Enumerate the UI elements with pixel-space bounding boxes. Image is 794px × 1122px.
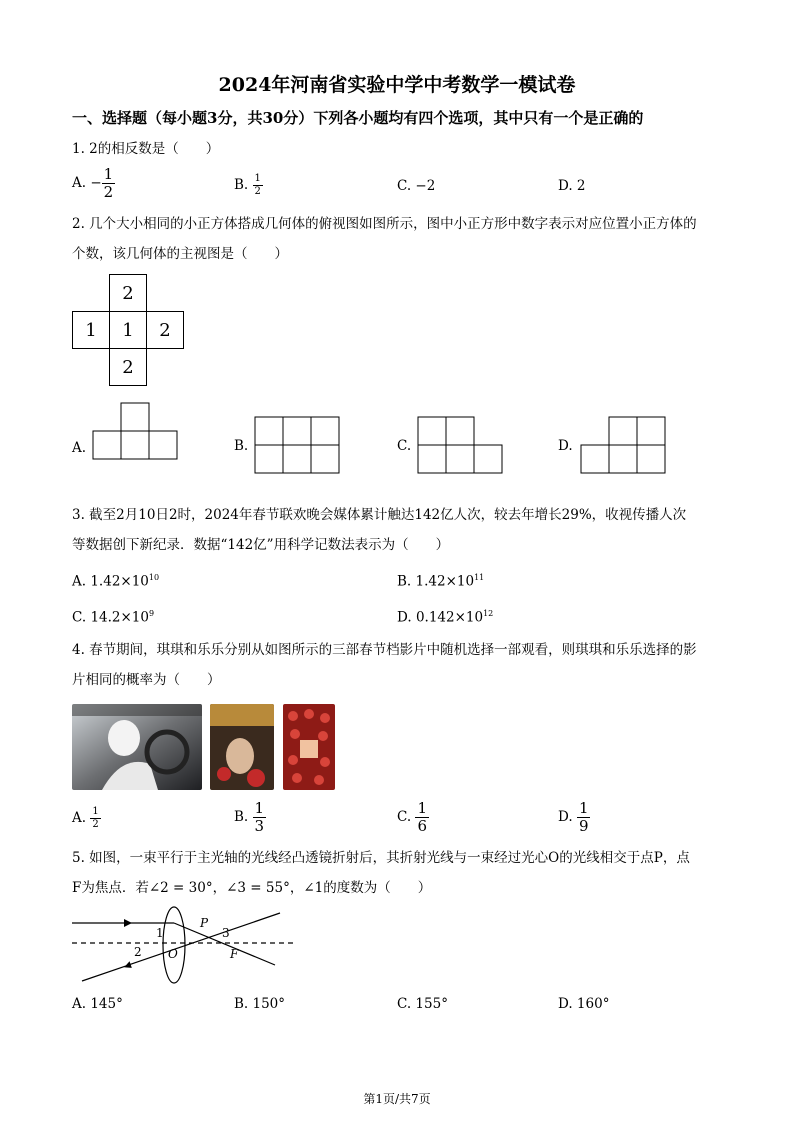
q2-option-a: A. (72, 440, 87, 456)
q2-stem-line2: 个数，该几何体的主视图是（ ） (72, 246, 288, 262)
q2-d-figure (580, 416, 668, 474)
q1-option-c: C. −2 (397, 178, 436, 194)
q3-option-c: C. $14.2\times 10^9$ (72, 609, 155, 626)
q2-stem-line1: 2. 几个大小相同的小正方体搭成几何体的俯视图如图所示，图中小正方形中数字表示对应位置小正方体的 (72, 216, 697, 232)
q3-option-d: D. $0.142\times 10^{12}$ (397, 609, 494, 626)
q1-stem: 1. 2的相反数是（ ） (72, 141, 220, 157)
q4-option-c: C. $\frac{1}{6}$ (397, 799, 427, 835)
q1-option-a: A. − $\frac{1}{2}$ (72, 165, 114, 201)
q5-option-d: D. 160° (558, 996, 610, 1012)
angle-label-3: 3 (222, 926, 230, 940)
q2-b-figure (254, 416, 342, 474)
q2-option-c: C. (397, 438, 412, 454)
lens-diagram (70, 903, 300, 985)
q2-option-b: B. (234, 438, 249, 454)
q3-stem-line2: 等数据创下新纪录．数据“142亿”用科学记数法表示为（ ） (72, 537, 450, 553)
q1-a-fraction: $\frac{1}{2}$ (103, 165, 114, 201)
grid-cell-top: 2 (110, 275, 147, 312)
q5-stem-line2: F为焦点．若∠2 = 30°，∠3 = 55°，∠1的度数为（ ） (72, 880, 432, 896)
page-title: 2024年河南省实验中学中考数学一模试卷 (218, 74, 576, 96)
grid-cell-bottom: 2 (110, 349, 147, 386)
movie-poster-2-image (210, 704, 274, 790)
q2-a-figure (92, 402, 180, 460)
grid-cell-right: 2 (147, 312, 184, 349)
q1-option-d: D. 2 (558, 178, 586, 194)
q3-option-b: B. $1.42\times 10^{11}$ (397, 573, 485, 590)
point-label-o: O (168, 947, 178, 961)
q4-option-d: D. $\frac{1}{9}$ (558, 799, 589, 835)
q3-option-a: A. $1.42\times 10^{10}$ (72, 573, 160, 590)
q4-option-a: A. $\frac{1}{2}$ (72, 806, 99, 830)
q4-option-b: B. $\frac{1}{3}$ (234, 799, 265, 835)
point-label-p: P (200, 916, 209, 930)
q2-c-figure (417, 416, 505, 474)
q2-option-d: D. (558, 438, 573, 454)
section-heading: 一、选择题（每小题3分，共30分）下列各小题均有四个选项，其中只有一个是正确的 (72, 109, 644, 127)
q1-option-b: B. $\frac{1}{2}$ (234, 173, 261, 197)
q5-option-a: A. 145° (72, 996, 123, 1012)
grid-cell-left: 1 (73, 312, 110, 349)
top-view-grid (72, 274, 184, 386)
q4-stem-line1: 4. 春节期间，琪琪和乐乐分别从如图所示的三部春节档影片中随机选择一部观看，则琪琪和乐乐选择的影 (72, 642, 697, 658)
point-label-f: F (230, 947, 239, 961)
q5-stem-line1: 5. 如图，一束平行于主光轴的光线经凸透镜折射后，其折射光线与一束经过光心O的光线相交于点P，点 (72, 850, 690, 866)
movie-poster-3-image (283, 704, 335, 790)
page-footer: 第1页/共7页 (363, 1092, 431, 1106)
q3-stem-line1: 3. 截至2月10日2时，2024年春节联欢晚会媒体累计触达142亿人次，较去年增长29%，收视传播人次 (72, 507, 687, 523)
q5-option-c: C. 155° (397, 996, 448, 1012)
q5-option-b: B. 150° (234, 996, 286, 1012)
movie-poster-1-image (72, 704, 202, 790)
grid-cell-center: 1 (110, 312, 147, 349)
q1-b-fraction: $\frac{1}{2}$ (254, 173, 261, 197)
angle-label-2: 2 (134, 945, 142, 959)
angle-label-1: 1 (156, 926, 164, 940)
q4-stem-line2: 片相同的概率为（ ） (72, 672, 221, 688)
